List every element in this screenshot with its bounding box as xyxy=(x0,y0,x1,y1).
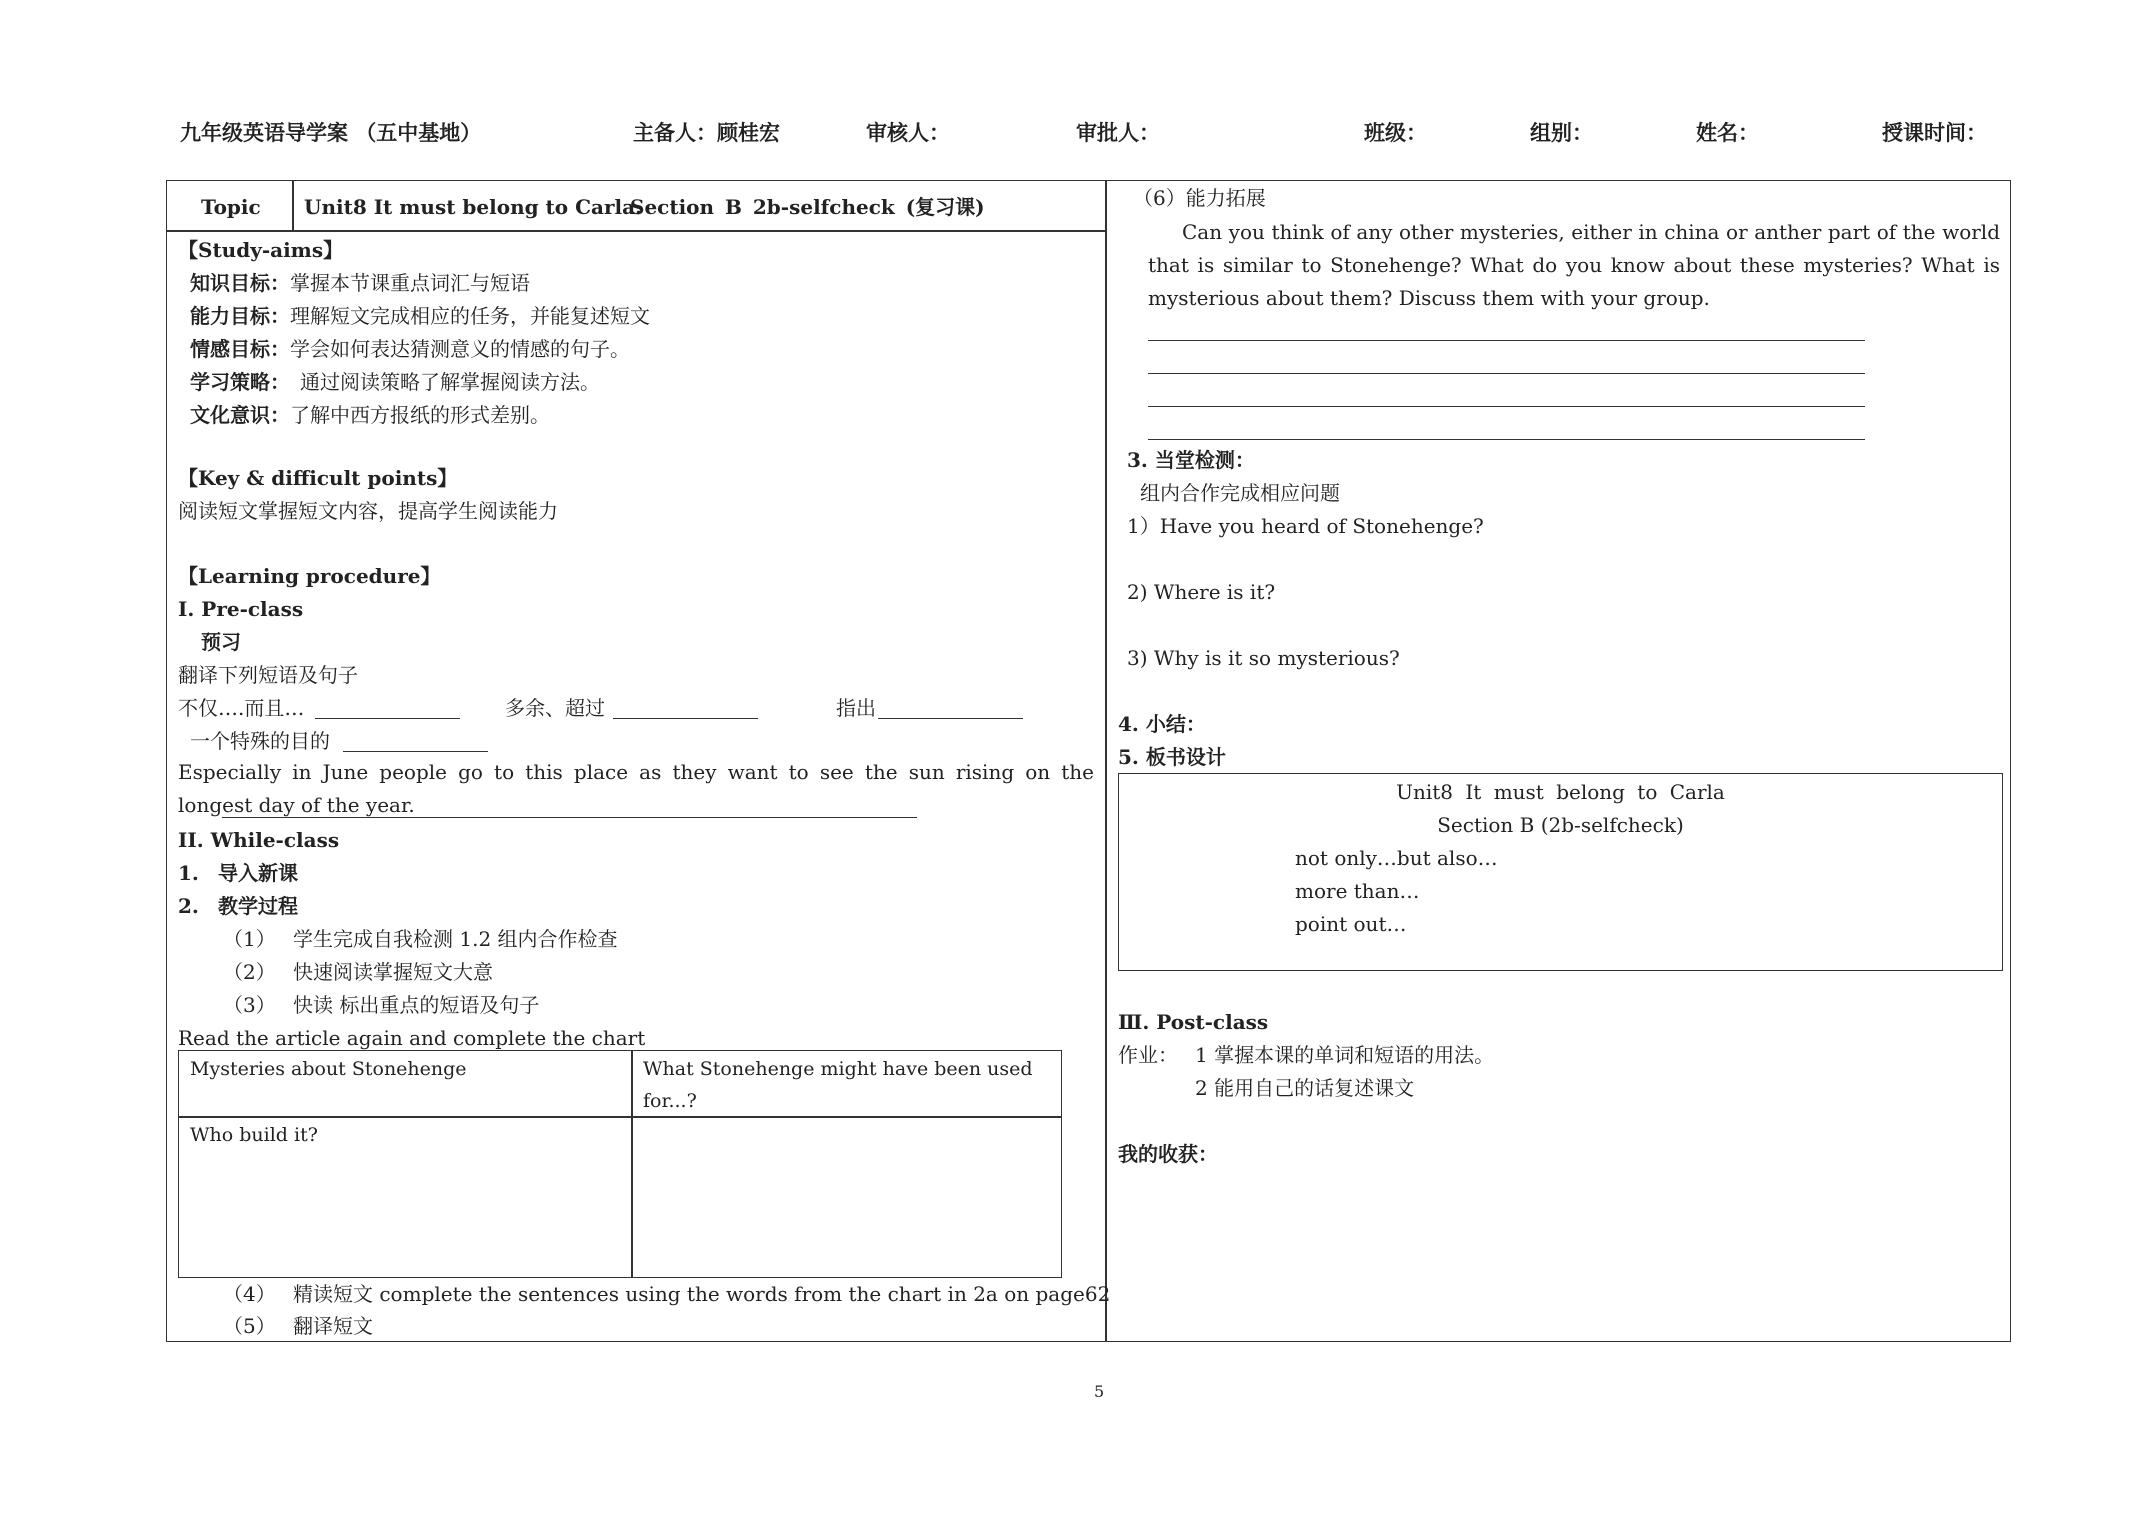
discussion-text: Can you think of any other mysteries, either in china or anther part of the world that is similar to Stonehenge? What do you know about these mysteries? What is mysterious about them? Discuss them with your group. xyxy=(1148,220,2000,310)
sub-step-3-number: （3） xyxy=(223,993,276,1017)
preview-label: 预习 xyxy=(201,630,241,654)
homework-item-2: 2 能用自己的话复述课文 xyxy=(1195,1076,1415,1100)
table-header-uses-line1: What Stonehenge might have been used xyxy=(643,1058,1033,1080)
reviewer: 审核人： xyxy=(866,120,950,145)
phrase-4: 一个特殊的目的 xyxy=(190,729,330,753)
step-2-number: 2. xyxy=(178,894,199,918)
group-label: 组别： xyxy=(1530,120,1593,145)
homework-item-1: 1 掌握本课的单词和短语的用法。 xyxy=(1195,1043,1495,1067)
sub-step-2-text: 快速阅读掌握短文大意 xyxy=(293,960,493,984)
topic-row-bottom xyxy=(166,230,1106,232)
learning-procedure-heading: 【Learning procedure】 xyxy=(178,564,441,588)
culture-aim-label: 文化意识： xyxy=(190,403,290,427)
strategy-aim-text: 通过阅读策略了解掌握阅读方法。 xyxy=(300,370,600,394)
class-check-heading: 3. 当堂检测： xyxy=(1127,448,1255,472)
name-label: 姓名： xyxy=(1696,120,1759,145)
ability-aim xyxy=(190,306,650,326)
emotion-aim-text: 学会如何表达猜测意义的情感的句子。 xyxy=(290,337,630,361)
time-label: 授课时间： xyxy=(1882,120,1987,145)
translation-sentence: Especially in June people go to this place as they want to see the sun rising on the longest day of the year. xyxy=(178,760,1094,817)
question-3: 3) Why is it so mysterious? xyxy=(1127,646,1400,670)
sub-step-4-number: （4） xyxy=(223,1282,276,1306)
homework-label: 作业： xyxy=(1118,1043,1178,1067)
step-1-text: 导入新课 xyxy=(218,861,298,885)
chart-instruction: Read the article again and complete the chart xyxy=(178,1026,646,1050)
strategy-aim xyxy=(190,372,600,392)
board-line-2: Section B (2b-selfcheck) xyxy=(1437,813,1684,837)
question-2: 2) Where is it? xyxy=(1127,580,1276,604)
doc-title: 九年级英语导学案 （五中基地） xyxy=(180,120,482,145)
sub-step-1-number: （1） xyxy=(223,927,276,951)
ability-aim-label: 能力目标： xyxy=(190,304,290,328)
table-header-uses-line2: for...? xyxy=(643,1090,697,1112)
board-line-1: Unit8 It must belong to Carla xyxy=(1396,780,1725,804)
page-number: 5 xyxy=(1094,1382,1105,1401)
emotion-aim-label: 情感目标： xyxy=(190,337,290,361)
answer-line-2[interactable] xyxy=(1148,373,1865,374)
answer-line-1[interactable] xyxy=(1148,340,1865,341)
pre-class-heading: I. Pre-class xyxy=(178,597,304,621)
culture-aim xyxy=(190,405,550,425)
answer-line-4[interactable] xyxy=(1148,439,1865,440)
sub-step-2-number: （2） xyxy=(223,960,276,984)
stonehenge-table-col-divider xyxy=(631,1050,633,1278)
topic-section: Section B 2b-selfcheck (复习课) xyxy=(630,195,985,219)
sub-step-6-heading: （6）能力拓展 xyxy=(1133,186,1266,210)
topic-unit: Unit8 It must belong to Carla. xyxy=(304,195,643,219)
post-class-heading: Ⅲ. Post-class xyxy=(1118,1010,1269,1034)
topic-divider xyxy=(292,180,294,230)
key-points-heading: 【Key & difficult points】 xyxy=(178,466,458,490)
sub-step-5-text: 翻译短文 xyxy=(293,1314,373,1338)
while-class-heading: II. While-class xyxy=(178,828,340,852)
topic-label: Topic xyxy=(201,195,261,219)
summary-heading: 4. 小结： xyxy=(1118,712,1206,736)
phrase-2: 多余、超过 xyxy=(505,696,605,720)
class-label: 班级： xyxy=(1364,120,1427,145)
table-cell-who-build: Who build it? xyxy=(190,1124,318,1146)
board-line-3: not only…but also… xyxy=(1295,846,1498,870)
answer-line-3[interactable] xyxy=(1148,406,1865,407)
sub-step-5-number: （5） xyxy=(223,1314,276,1338)
study-aims-heading: 【Study-aims】 xyxy=(178,238,344,262)
phrase-1: 不仅….而且… xyxy=(178,696,305,720)
sub-step-1-text: 学生完成自我检测 1.2 组内合作检查 xyxy=(293,927,618,951)
key-points-text: 阅读短文掌握短文内容，提高学生阅读能力 xyxy=(178,499,558,523)
knowledge-aim-label: 知识目标： xyxy=(190,271,290,295)
approver: 审批人： xyxy=(1076,120,1160,145)
phrase-1-blank[interactable] xyxy=(315,718,460,719)
table-answer-cell[interactable] xyxy=(643,1126,1053,1266)
class-check-intro: 组内合作完成相应问题 xyxy=(1140,481,1340,505)
phrase-3: 指出 xyxy=(836,696,876,720)
board-design-heading: 5. 板书设计 xyxy=(1118,745,1226,769)
step-1-number: 1. xyxy=(178,861,199,885)
culture-aim-text: 了解中西方报纸的形式差别。 xyxy=(290,403,550,427)
column-divider xyxy=(1105,180,1107,1342)
preparer: 主备人：顾桂宏 xyxy=(633,120,780,145)
strategy-aim-label: 学习策略： xyxy=(190,370,290,394)
board-line-4: more than… xyxy=(1295,879,1420,903)
board-line-5: point out… xyxy=(1295,912,1407,936)
sentence-blank[interactable] xyxy=(222,817,917,818)
phrase-4-blank[interactable] xyxy=(343,751,488,752)
knowledge-aim xyxy=(190,273,530,293)
sub-step-3-text: 快读 标出重点的短语及句子 xyxy=(293,993,540,1017)
phrase-2-blank[interactable] xyxy=(613,718,758,719)
table-header-mysteries: Mysteries about Stonehenge xyxy=(190,1058,467,1080)
question-1: 1）Have you heard of Stonehenge? xyxy=(1127,514,1484,538)
phrase-3-blank[interactable] xyxy=(878,718,1023,719)
harvest-heading: 我的收获： xyxy=(1118,1142,1218,1166)
emotion-aim xyxy=(190,339,630,359)
sub-step-4-text: 精读短文 complete the sentences using the words from the chart in 2a on page62 xyxy=(293,1282,1111,1306)
ability-aim-text: 理解短文完成相应的任务，并能复述短文 xyxy=(290,304,650,328)
stonehenge-table-row-divider xyxy=(178,1116,1062,1118)
translate-instruction: 翻译下列短语及句子 xyxy=(178,663,358,687)
step-2-text: 教学过程 xyxy=(218,894,298,918)
knowledge-aim-text: 掌握本节课重点词汇与短语 xyxy=(290,271,530,295)
